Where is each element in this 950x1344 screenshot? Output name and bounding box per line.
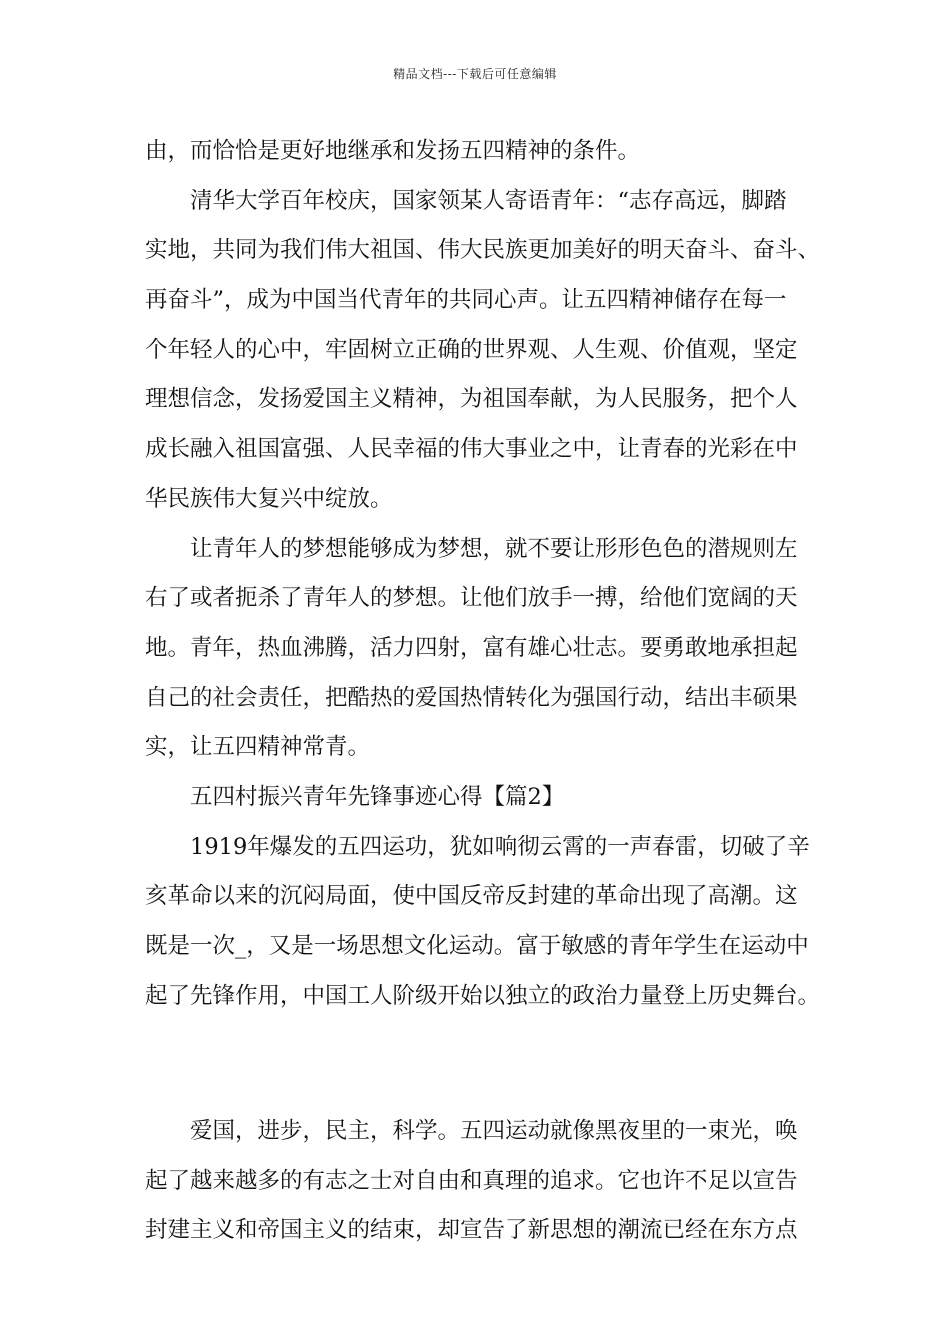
text-line: 既是一次_，又是一场思想文化运动。富于敏感的青年学生在运动中	[145, 933, 809, 959]
page-header: 精品文档---下载后可任意编辑	[393, 67, 557, 81]
text-line: 右了或者扼杀了青年人的梦想。让他们放手一搏，给他们宽阔的天	[145, 585, 798, 612]
text-line: 理想信念，发扬爱国主义精神，为祖国奉献，为人民服务，把个人	[145, 386, 798, 413]
text-line: 个年轻人的心中，牢固树立正确的世界观、人生观、价值观，坚定	[145, 336, 798, 363]
text-line: 封建主义和帝国主义的结束，却宣告了新思想的潮流已经在东方点	[145, 1217, 798, 1244]
text-line: 华民族伟大复兴中绽放。	[145, 485, 393, 512]
text-line: 清华大学百年校庆，国家领某人寄语青年：“志存高远，脚踏	[190, 187, 787, 214]
section-heading: 五四村振兴青年先锋事迹心得【篇2】	[190, 783, 565, 810]
text-line: 爱国，进步，民主，科学。五四运动就像黑夜里的一束光，唤	[190, 1118, 798, 1145]
text-line: 由，而恰恰是更好地继承和发扬五四精神的条件。	[145, 138, 641, 164]
text-line: 起了先锋作用，中国工人阶级开始以独立的政治力量登上历史舞台。	[145, 982, 821, 1009]
spacer	[145, 1071, 835, 1107]
text-line: 再奋斗”，成为中国当代青年的共同心声。让五四精神储存在每一	[145, 287, 787, 314]
text-line: 起了越来越多的有志之士对自由和真理的追求。它也许不足以宣告	[145, 1167, 798, 1194]
text-line: 实地，共同为我们伟大祖国、伟大民族更加美好的明天奋斗、奋斗、	[145, 237, 821, 264]
text-line: 地。青年，热血沸腾，活力四射，富有雄心壮志。要勇敢地承担起	[145, 634, 798, 661]
text-line: 实，让五四精神常青。	[145, 734, 371, 761]
text-line: 1919年爆发的五四运功，犹如响彻云霄的一声春雷，切破了辛	[190, 833, 810, 860]
blank-line	[145, 1021, 835, 1071]
text-line: 亥革命以来的沉闷局面，使中国反帝反封建的革命出现了高潮。这	[145, 883, 798, 910]
document-body	[145, 127, 835, 1256]
text-line: 成长融入祖国富强、人民幸福的伟大事业之中，让青春的光彩在中	[145, 436, 798, 463]
text-line: 让青年人的梦想能够成为梦想，就不要让形形色色的潜规则左	[190, 535, 798, 562]
text-line: 自己的社会责任，把酷热的爱国热情转化为强国行动，结出丰硕果	[145, 684, 798, 711]
